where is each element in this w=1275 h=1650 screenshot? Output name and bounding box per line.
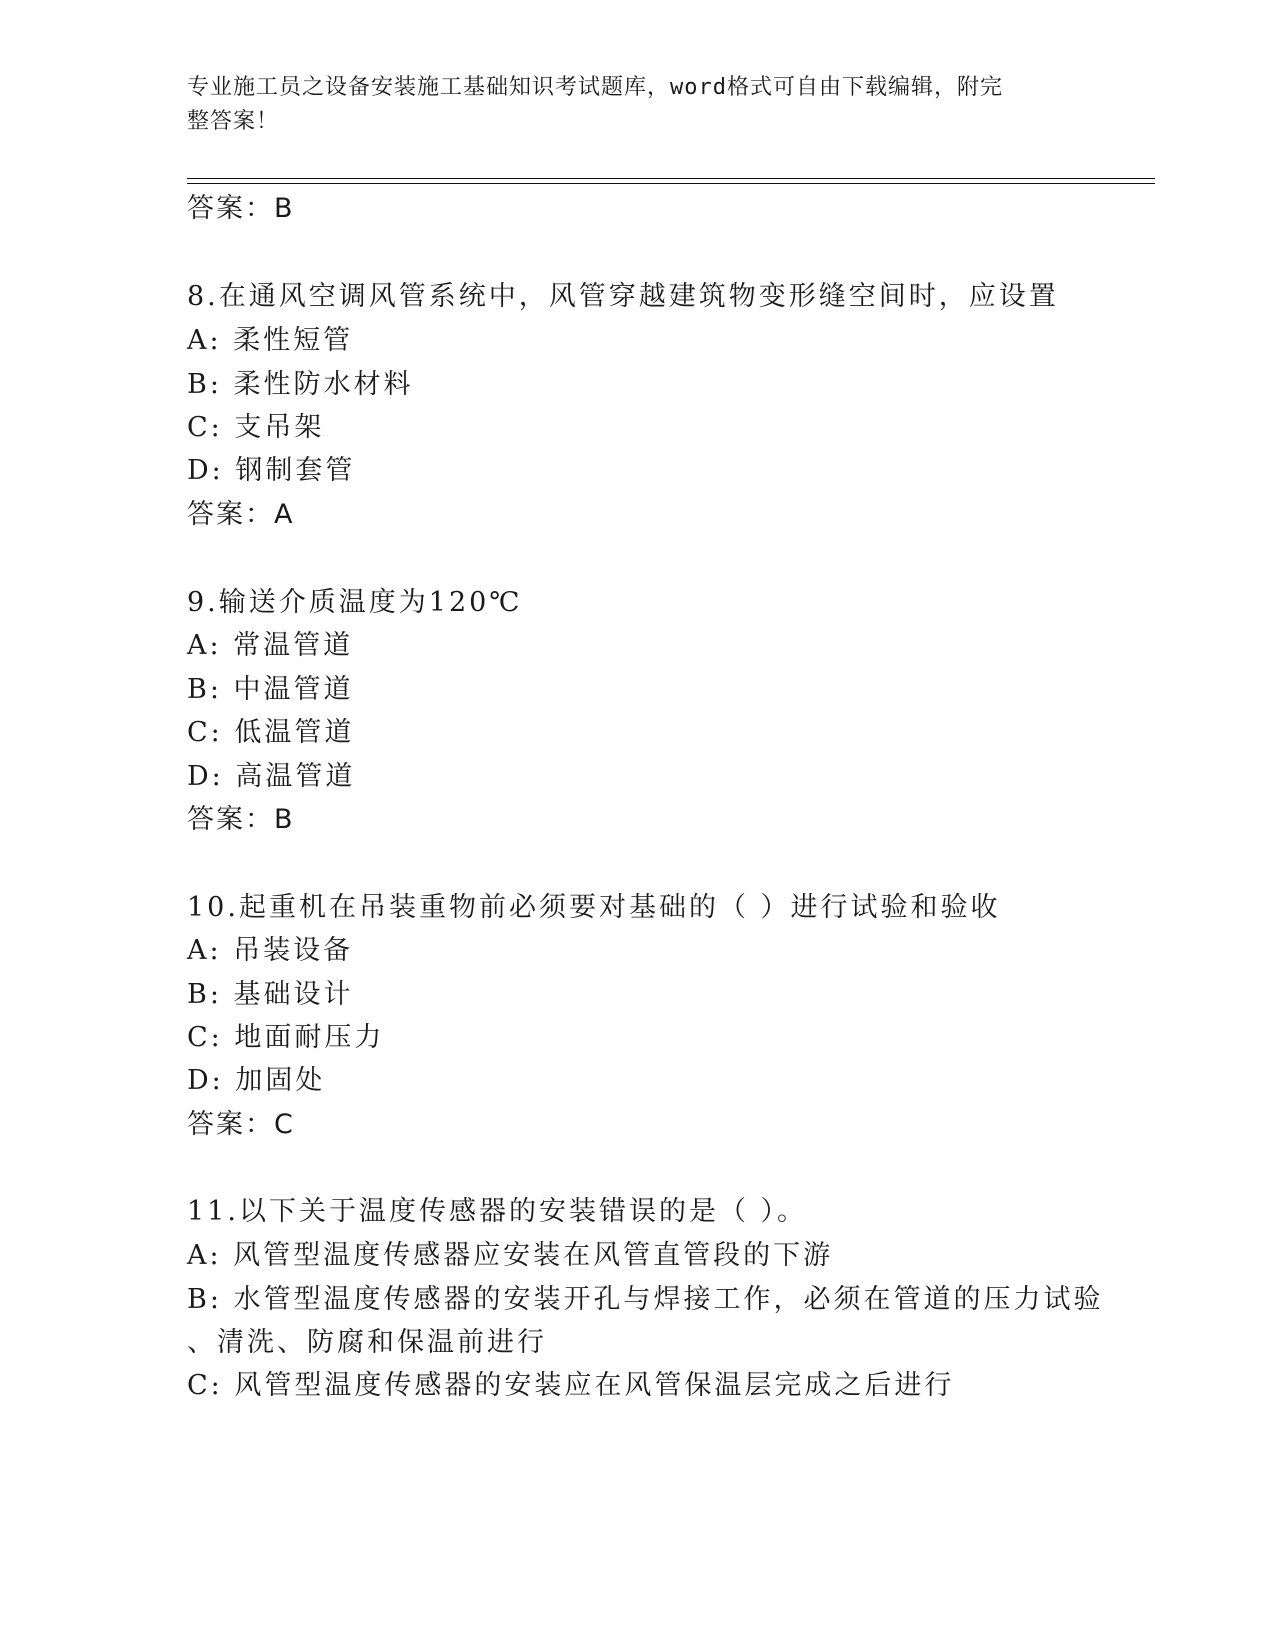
question-11-stem: 11.以下关于温度传感器的安装错误的是（ ）。 bbox=[187, 1196, 808, 1227]
question-10-answer: 答案：C bbox=[187, 1109, 295, 1140]
document-header bbox=[187, 71, 1087, 139]
question-8-answer: 答案：A bbox=[187, 499, 295, 530]
question-9-option-b: B: 中温管道 bbox=[187, 674, 354, 705]
header-line-2: 整答案！ bbox=[187, 109, 280, 134]
question-9-option-a: A: 常温管道 bbox=[187, 630, 354, 661]
question-10-option-a: A: 吊装设备 bbox=[187, 935, 354, 966]
question-9-stem: 9.输送介质温度为120℃ bbox=[187, 587, 523, 618]
previous-answer: 答案：B bbox=[187, 193, 295, 224]
question-9-option-c: C: 低温管道 bbox=[187, 717, 355, 748]
question-11-option-a: A: 风管型温度传感器应安装在风管直管段的下游 bbox=[187, 1240, 834, 1271]
question-8-stem: 8.在通风空调风管系统中，风管穿越建筑物变形缝空间时，应设置 bbox=[187, 281, 1059, 312]
question-11-option-b-continued: 、清洗、防腐和保温前进行 bbox=[187, 1327, 547, 1358]
question-10-option-d: D: 加固处 bbox=[187, 1065, 326, 1096]
question-9-answer: 答案：B bbox=[187, 804, 295, 835]
header-rule-top bbox=[187, 178, 1155, 179]
header-line-1: 专业施工员之设备安装施工基础知识考试题库，word格式可自由下载编辑，附完 bbox=[187, 75, 1003, 100]
question-8-option-d: D: 钢制套管 bbox=[187, 455, 356, 486]
question-10-option-b: B: 基础设计 bbox=[187, 979, 354, 1010]
header-rule-bottom bbox=[187, 183, 1155, 184]
question-8-option-c: C: 支吊架 bbox=[187, 412, 325, 443]
question-8-option-b: B: 柔性防水材料 bbox=[187, 369, 414, 400]
question-9-option-d: D: 高温管道 bbox=[187, 761, 356, 792]
question-11-option-c: C: 风管型温度传感器的安装应在风管保温层完成之后进行 bbox=[187, 1370, 955, 1401]
question-10-stem: 10.起重机在吊装重物前必须要对基础的（ ）进行试验和验收 bbox=[187, 892, 1001, 923]
question-8-option-a: A: 柔性短管 bbox=[187, 325, 354, 356]
question-10-option-c: C: 地面耐压力 bbox=[187, 1022, 385, 1053]
question-11-option-b: B: 水管型温度传感器的安装开孔与焊接工作，必须在管道的压力试验 bbox=[187, 1284, 1104, 1315]
